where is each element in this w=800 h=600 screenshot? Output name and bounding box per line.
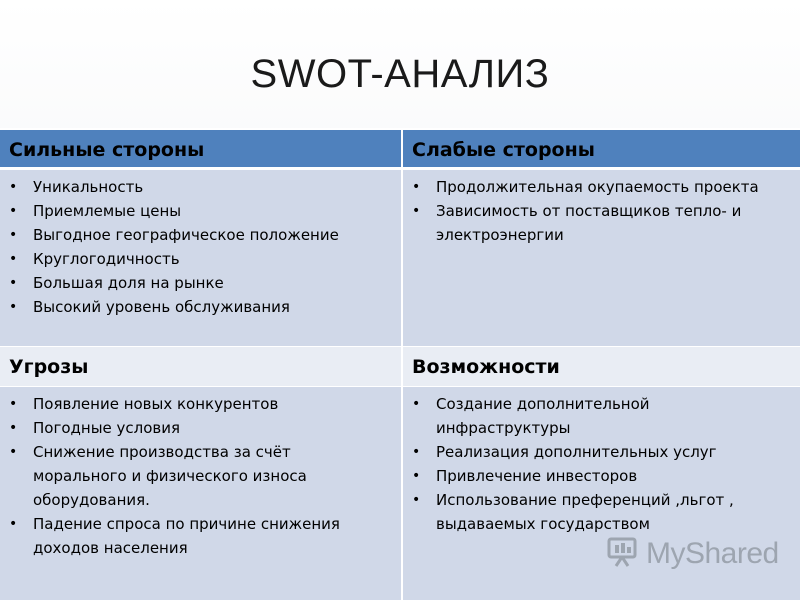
list-item: • Использование преференций ,льгот , выдаваемых государством: [403, 488, 800, 536]
strengths-header: Сильные стороны: [0, 128, 401, 170]
list-item: • Продолжительная окупаемость проекта: [403, 175, 800, 199]
weaknesses-cell: [401, 170, 800, 346]
list-item: • Уникальность: [0, 175, 401, 199]
list-item: • Погодные условия: [0, 416, 401, 440]
list-item: • Высокий уровень обслуживания: [0, 295, 401, 319]
watermark-text: MyShared: [646, 537, 779, 570]
list-item: • Большая доля на рынке: [0, 271, 401, 295]
opportunities-header: Возможности: [401, 346, 800, 387]
threats-header: Угрозы: [0, 346, 401, 387]
list-item: • Падение спроса по причине снижения доходов населения: [0, 512, 401, 560]
threats-list: [0, 392, 401, 560]
swot-table: [0, 128, 800, 600]
strengths-cell: [0, 170, 401, 346]
list-item: • Снижение производства за счёт морального и физического износа оборудования.: [0, 440, 401, 512]
threats-cell: [0, 387, 401, 600]
list-item: • Появление новых конкурентов: [0, 392, 401, 416]
list-item: • Зависимость от поставщиков тепло- и электроэнергии: [403, 199, 800, 247]
list-item: • Создание дополнительной инфраструктуры: [403, 392, 800, 440]
list-item: • Приемлемые цены: [0, 199, 401, 223]
opportunities-list: [403, 392, 800, 536]
list-item: • Выгодное географическое положение: [0, 223, 401, 247]
list-item: • Круглогодичность: [0, 247, 401, 271]
weaknesses-header: Слабые стороны: [401, 128, 800, 170]
presentation-board-icon: [606, 535, 640, 573]
strengths-list: [0, 175, 401, 319]
weaknesses-list: [403, 175, 800, 247]
watermark: [606, 536, 779, 572]
list-item: • Привлечение инвесторов: [403, 464, 800, 488]
slide-title: SWOT-АНАЛИЗ: [250, 52, 550, 96]
list-item: • Реализация дополнительных услуг: [403, 440, 800, 464]
